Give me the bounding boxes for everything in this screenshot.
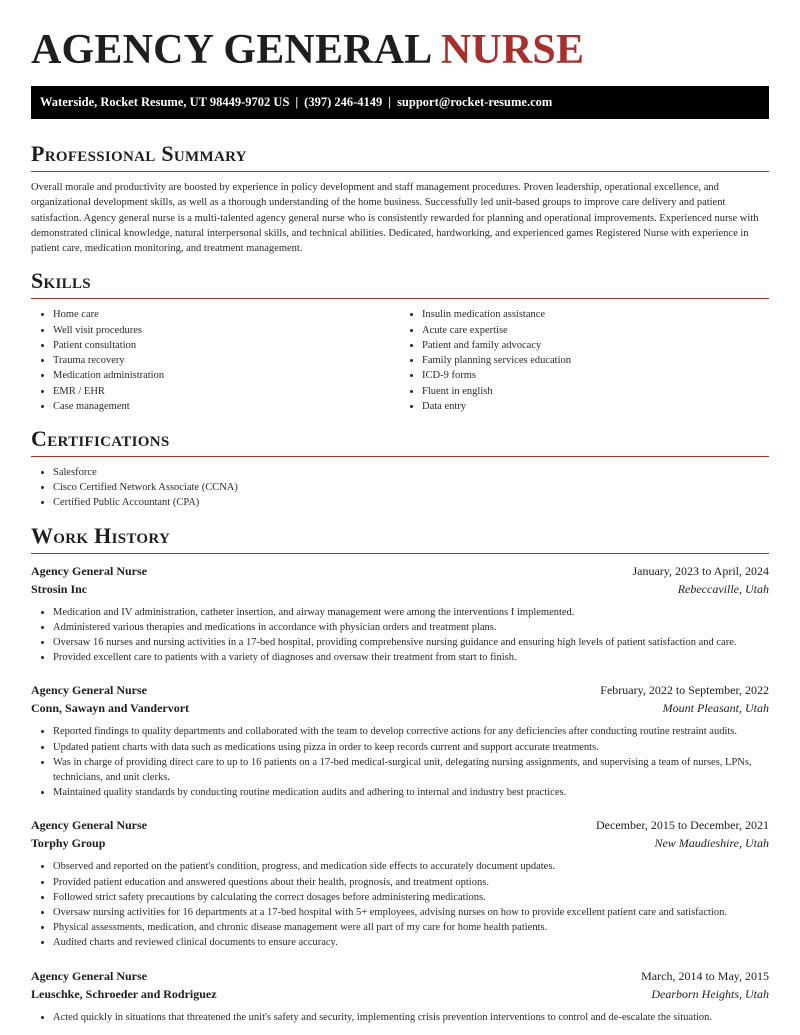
job-header-row [31,562,769,580]
list-item: • Family planning services education [422,353,769,368]
job-dates: March, 2014 to May, 2015 [641,968,769,983]
job-dates: February, 2022 to September, 2022 [600,683,769,698]
job-location: Dearborn Heights, Utah [651,986,769,1001]
job-location: Rebeccaville, Utah [677,581,769,596]
list-item: • Physical assessments, medication, and chronic disease management were all part of my care for home health patients. [53,920,769,935]
section-divider [31,298,769,299]
summary-heading: Professional Summary [31,141,247,166]
job-dates: January, 2023 to April, 2024 [632,563,769,578]
job-company-row [31,580,769,598]
job-company: Torphy Group [31,836,106,851]
list-item: • Acute care expertise [422,323,769,338]
list-item: • EMR / EHR [53,384,400,399]
certifications-heading: Certifications [31,425,170,451]
job-entry [31,562,769,666]
job-bullets [31,605,769,666]
list-item: • Audited charts and reviewed clinical documents to ensure accuracy. [53,935,769,950]
contact-address: Waterside, Rocket Resume, UT 98449-9702 US [40,95,290,109]
list-item: • Updated patient charts with data such as medications using pizza in order to keep records current and support accurate treatments. [53,740,769,755]
job-company: Conn, Sawayn and Vandervort [31,701,190,716]
list-item: • Followed strict safety precautions by calculating the correct dosages before administering medications. [53,890,769,905]
list-item: • Trauma recovery [53,353,400,368]
list-item: • Home care [53,307,400,322]
job-title: Agency General Nurse [31,818,147,833]
job-company-row [31,985,769,1003]
contact-phone: (397) 246-4149 [304,95,383,109]
contact-separator: | [388,95,392,109]
job-title: Agency General Nurse [31,563,147,578]
list-item: • Certified Public Accountant (CPA) [53,495,769,510]
skills-column-right [400,307,769,413]
list-item: • Case management [53,399,400,414]
resume-name [31,0,769,86]
contact-separator: | [295,95,299,109]
list-item: • Fluent in english [422,384,769,399]
list-item: • Was in charge of providing direct care to up to 16 patients on a 17-bed medical-surgical unit, delegating nursing assignments, and supervising a team of nurses, LPNs, technicians, and unit clerks. [53,755,769,785]
job-header-row [31,967,769,985]
job-location: New Maudieshire, Utah [654,836,769,851]
list-item: • Salesforce [53,465,769,480]
skills-heading: Skills [31,268,91,294]
job-entry [31,816,769,950]
list-item: • Medication administration [53,368,400,383]
list-item: • Administered various therapies and medications in accordance with physician orders and treatment plans. [53,620,769,635]
skills-list [31,307,769,413]
job-entry [31,681,769,800]
list-item: • Observed and reported on the patient's condition, progress, and medication side effects to accurately document updates. [53,859,769,874]
job-company: Strosin Inc [31,581,88,596]
job-entry [31,967,769,1025]
job-location: Mount Pleasant, Utah [662,701,769,716]
job-bullets [31,1010,769,1025]
summary-text: Overall morale and productivity are boosted by experience in policy development and staff management procedures. Proven leadership, operational excellence, and organizational development skills, as well as a thorough understanding of the home business. Successfully led unit-based groups to improve care delivery and patient satisfaction. Agency general nurse is a multi-talented agency general nurse who is consistently rewarded for planning and operational improvements. Experienced nurse with demonstrated clinical knowledge, natural interpersonal skills, and technical abilities. Dedicated, hardworking, and experienced games Registered Nurse with experience in patient care, medication monitoring, and treatment management. [31,182,759,255]
list-item: • Well visit procedures [53,323,400,338]
list-item: • Medication and IV administration, catheter insertion, and airway management were among the interventions I implemented. [53,605,769,620]
list-item: • Reported findings to quality departments and collaborated with the team to develop corrective actions for any deficiencies after conducting routine restraint audits. [53,724,769,739]
list-item: • Insulin medication assistance [422,307,769,322]
list-item: • Cisco Certified Network Associate (CCNA) [53,480,769,495]
section-divider [31,456,769,457]
job-title: Agency General Nurse [31,968,147,983]
name-accent: NURSE [440,27,585,73]
work-history-heading: Work History [31,522,171,548]
list-item: • Oversaw 16 nurses and nursing activities in a 17-bed hospital, providing comprehensive nursing guidance and ensuring high levels of patient satisfaction and care. [53,635,769,650]
list-item: • ICD-9 forms [422,368,769,383]
list-item: • Provided patient education and answered questions about their health, prognosis, and treatment options. [53,875,769,890]
job-title: Agency General Nurse [31,683,147,698]
list-item: • Data entry [422,399,769,414]
job-company-row [31,699,769,717]
job-bullets [31,859,769,950]
skills-column-left [31,307,400,413]
section-divider [31,171,769,172]
job-bullets [31,724,769,800]
job-header-row [31,681,769,699]
job-header-row [31,816,769,834]
job-company-row [31,834,769,852]
job-dates: December, 2015 to December, 2021 [596,818,769,833]
list-item: • Oversaw nursing activities for 16 departments at a 17-bed hospital with 5+ employees, advising nurses on how to provide excellent patient care and satisfaction. [53,905,769,920]
work-history-list [31,562,769,1025]
list-item: • Patient and family advocacy [422,338,769,353]
list-item: • Provided excellent care to patients with a variety of diagnoses and oversaw their treatment from start to finish. [53,650,769,665]
list-item: • Maintained quality standards by conducting routine medication audits and adhering to internal and industry best practices. [53,785,769,800]
job-company: Leuschke, Schroeder and Rodriguez [31,986,217,1001]
section-divider [31,553,769,554]
certifications-list [31,465,769,511]
contact-bar [31,86,769,119]
name-main: AGENCY GENERAL [31,27,431,73]
list-item: • Acted quickly in situations that threatened the unit's safety and security, implementing crisis prevention interventions to control and de-escalate the situation. [53,1010,769,1025]
contact-email[interactable]: support@rocket-resume.com [397,95,553,109]
list-item: • Patient consultation [53,338,400,353]
